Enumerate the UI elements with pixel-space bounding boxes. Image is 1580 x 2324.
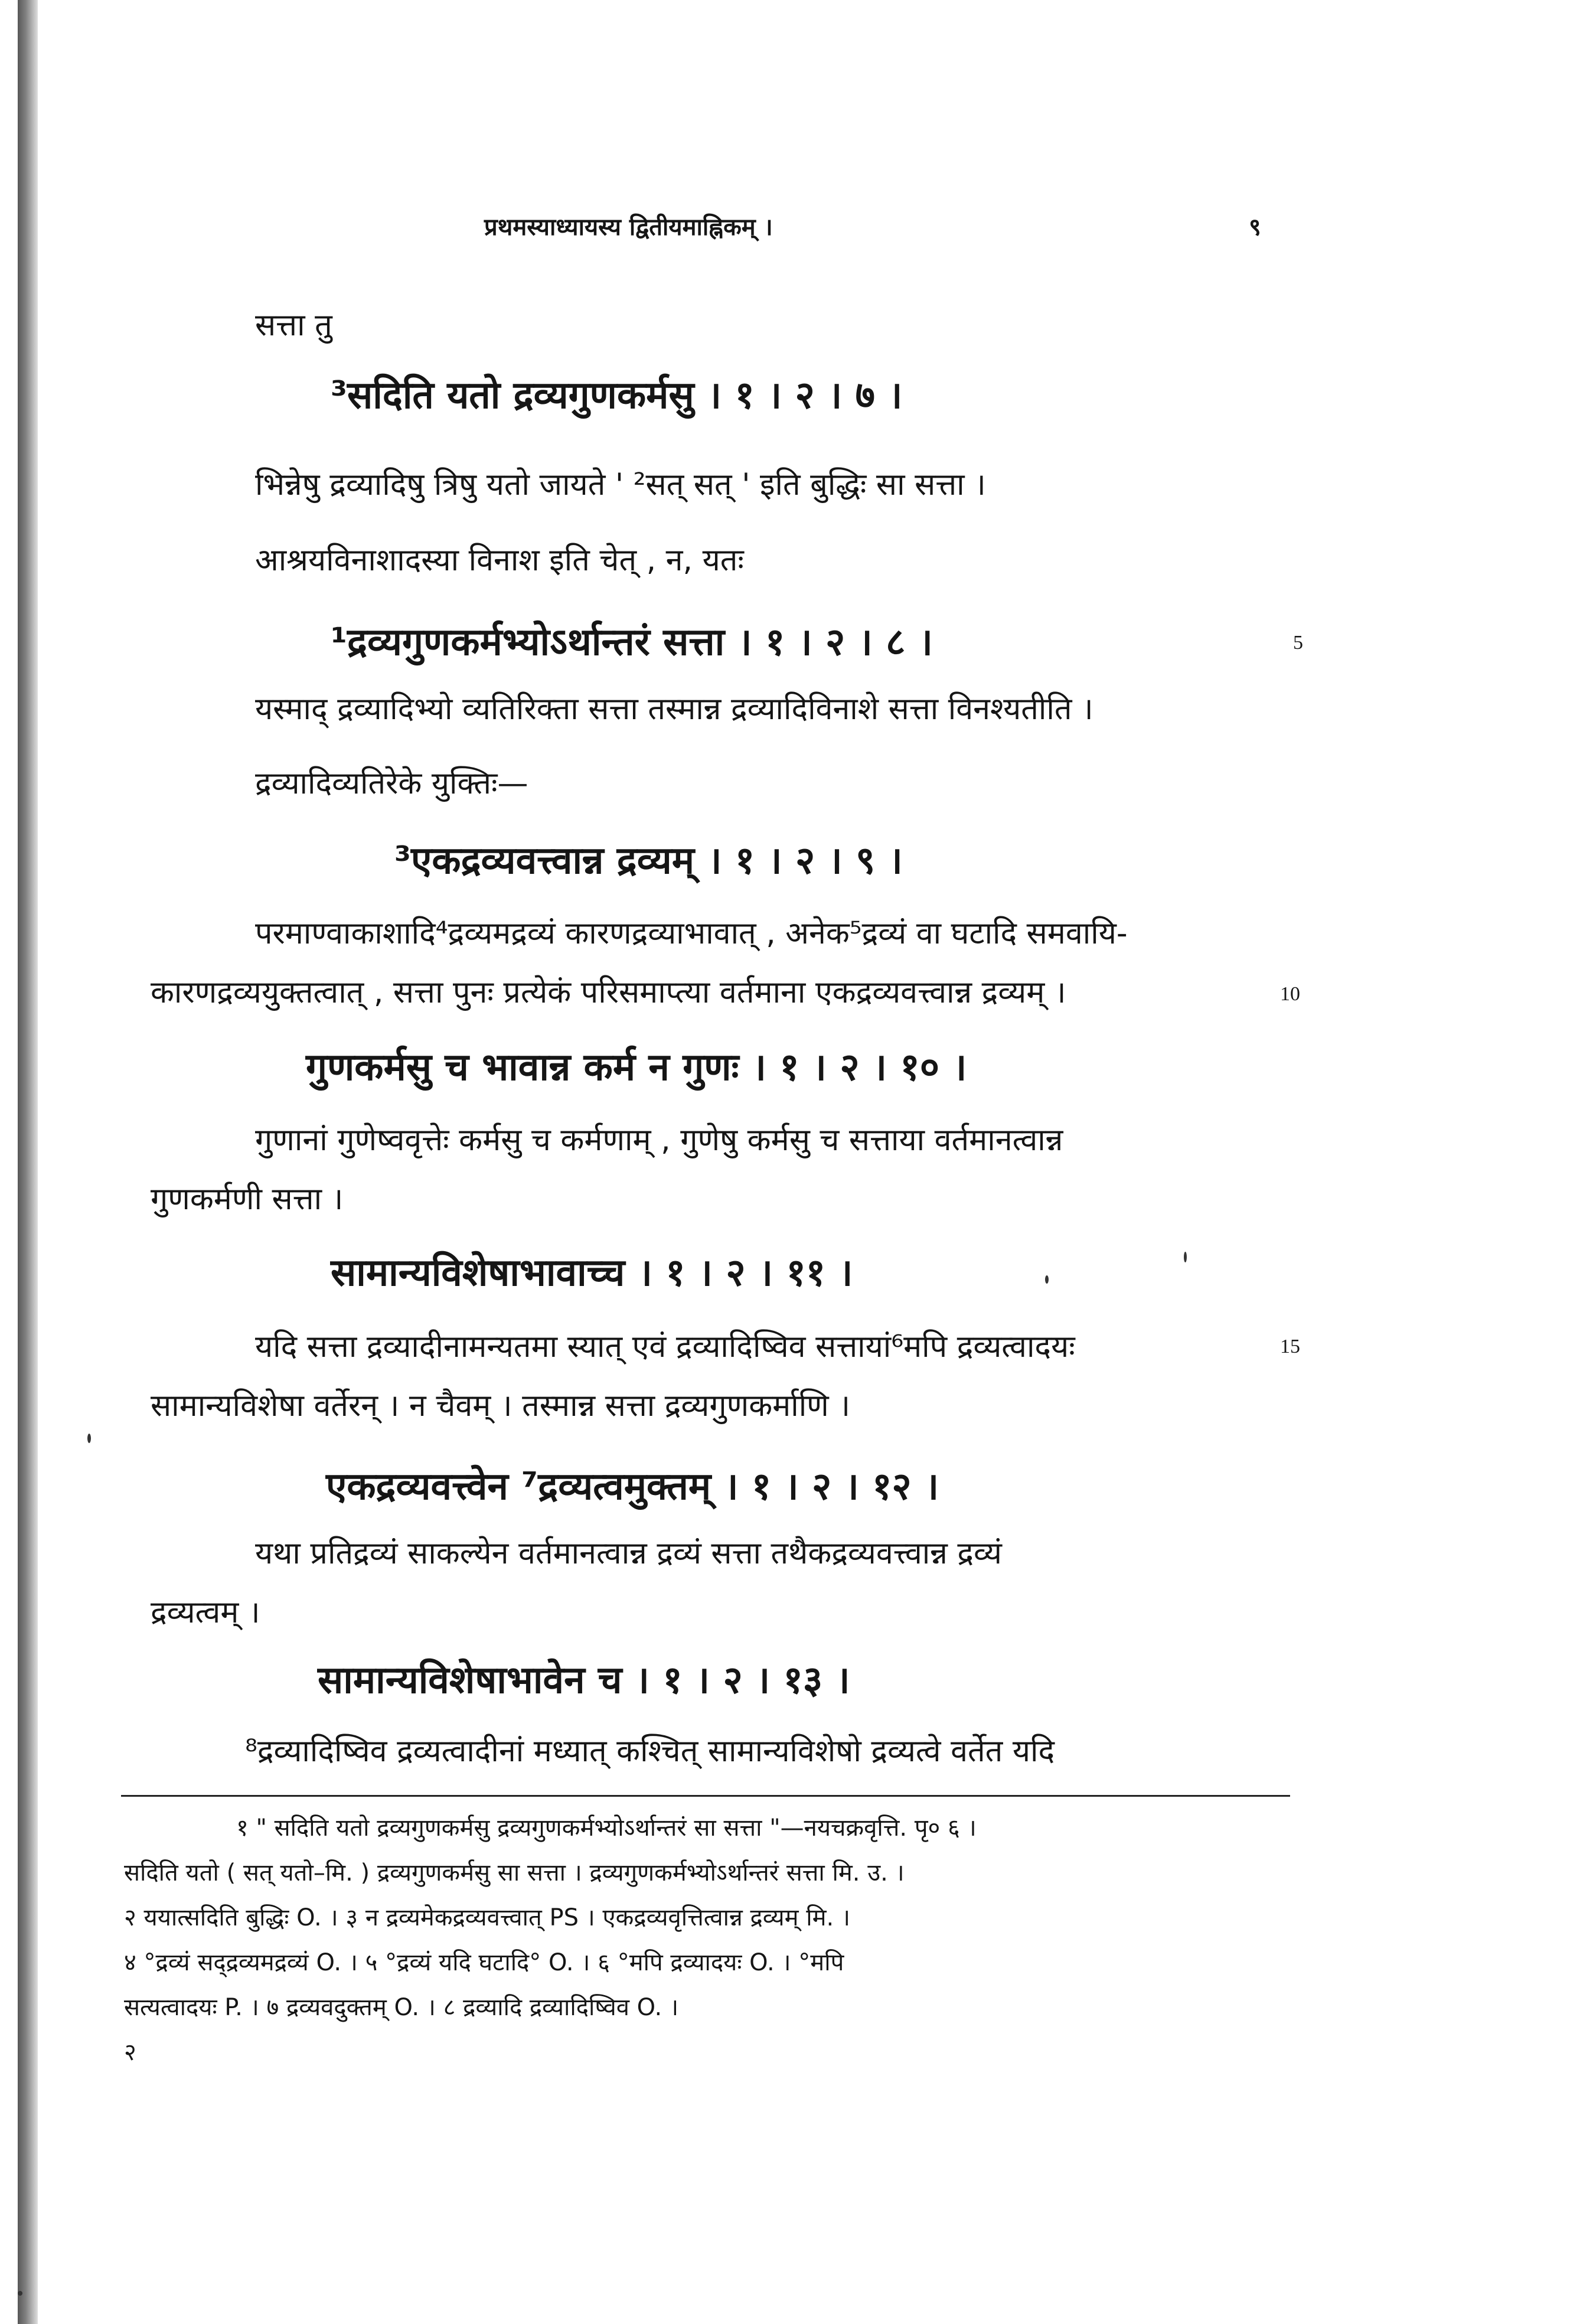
text-line-11: सामान्यविशेषा वर्तेरन् । न चैवम् । तस्मान्न सत्ता द्रव्यगुणकर्माणि । [151,1388,851,1424]
sutra-1-2-13: सामान्यविशेषाभावेन च । १ । २ । १३ । [318,1659,850,1702]
margin-line-number-15: 15 [1280,1336,1300,1357]
text-line-4: यस्माद् द्रव्यादिभ्यो व्यतिरिक्ता सत्ता तस्मान्न द्रव्यादिविनाशे सत्ता विनश्यतीति । [255,691,1093,727]
text-line-10: यदि सत्ता द्रव्यादीनामन्यतमा स्यात् एवं द्रव्यादिष्विव सत्तायां⁶मपि द्रव्यत्वादयः [255,1329,1075,1365]
footnote-line-3: २ ययात्सदिति बुद्धिः O. । ३ न द्रव्यमेकद्रव्यवत्त्वात् PS । एकद्रव्यवृत्तित्वान्न द्रव्यम् मि. । [124,1904,851,1931]
scan-binding-edge [18,0,38,2324]
footnote-line-1: १ " सदिति यतो द्रव्यगुणकर्मसु द्रव्यगुणकर्मभ्योऽर्थान्तरं सा सत्ता "—नयचक्रवृत्ति. पृ० ६ । [236,1814,977,1842]
text-line-6: परमाण्वाकाशादि⁴द्रव्यमद्रव्यं कारणद्रव्याभावात् , अनेक⁵द्रव्यं वा घटादि समवायि- [255,916,1128,951]
footnote-line-2: सदिति यतो ( सत् यतो–मि. ) द्रव्यगुणकर्मसु सा सत्ता । द्रव्यगुणकर्मभ्योऽर्थान्तरं सत्ता मि. उ. । [124,1859,905,1886]
footnote-line-5: सत्यत्वादयः P. । ७ द्रव्यवदुक्तम् O. । ८ द्रव्यादि द्रव्यादिष्विव O. । [124,1994,679,2021]
sutra-1-2-11: सामान्यविशेषाभावाच्च । १ । २ । ११ । [331,1251,853,1295]
text-line-1: सत्ता तु [255,308,332,343]
text-line-3: आश्रयविनाशादस्या विनाश इति चेत् , न, यतः [255,543,744,578]
scan-speck [18,2291,22,2296]
margin-line-number-5: 5 [1293,632,1303,654]
sutra-1-2-12: एकद्रव्यवत्त्वेन ⁷द्रव्यत्वमुक्तम् । १ । २ । १२ । [326,1465,939,1509]
text-line-7: कारणद्रव्ययुक्तत्वात् , सत्ता पुनः प्रत्येकं परिसमाप्त्या वर्तमाना एकद्रव्यवत्त्वान्न द्रव्यम् । [151,975,1066,1010]
text-line-13: द्रव्यत्वम् । [151,1595,260,1630]
running-header: प्रथमस्याध्यायस्य द्वितीयमाह्निकम् । [484,214,773,241]
text-line-14: ⁸द्रव्यादिष्विव द्रव्यत्वादीनां मध्यात् कश्चित् सामान्यविशेषो द्रव्यत्वे वर्तेत यदि [245,1734,1055,1769]
footnote-line-4: ४ °द्रव्यं सद्द्रव्यमद्रव्यं O. । ५ °द्रव्यं यदि घटादि° O. । ६ °मपि द्रव्यादयः O. । °मपि [124,1949,844,1976]
text-line-12: यथा प्रतिद्रव्यं साकल्येन वर्तमानत्वान्न द्रव्यं सत्ता तथैकद्रव्यवत्त्वान्न द्रव्यं [255,1536,1002,1571]
page-number: ९ [1249,214,1261,241]
text-line-2: भिन्नेषु द्रव्यादिषु त्रिषु यतो जायते ' ²सत् सत् ' इति बुद्धिः सा सत्ता । [255,467,986,502]
margin-line-number-10: 10 [1280,983,1300,1005]
signature-mark: २ [124,2039,136,2066]
scan-speck [87,1434,91,1443]
sutra-1-2-7: ³सदिति यतो द्रव्यगुणकर्मसु । १ । २ । ७ । [331,374,903,417]
text-line-5: द्रव्यादिव्यतिरेके युक्तिः— [255,766,528,801]
sutra-1-2-8: ¹द्रव्यगुणकर्मभ्योऽर्थान्तरं सत्ता । १ । २ । ८ । [331,621,933,664]
text-line-8: गुणानां गुणेष्ववृत्तेः कर्मसु च कर्मणाम् , गुणेषु कर्मसु च सत्ताया वर्तमानत्वान्न [255,1122,1063,1158]
scan-speck [1045,1275,1049,1284]
sutra-1-2-9: ³एकद्रव्यवत्त्वान्न द्रव्यम् । १ । २ । ९ । [394,839,903,883]
text-line-9: गुणकर्मणी सत्ता । [151,1181,344,1217]
scan-speck [1184,1252,1187,1262]
footnote-rule [121,1795,1290,1797]
sutra-1-2-10: गुणकर्मसु च भावान्न कर्म न गुणः । १ । २ । १० । [306,1046,967,1089]
